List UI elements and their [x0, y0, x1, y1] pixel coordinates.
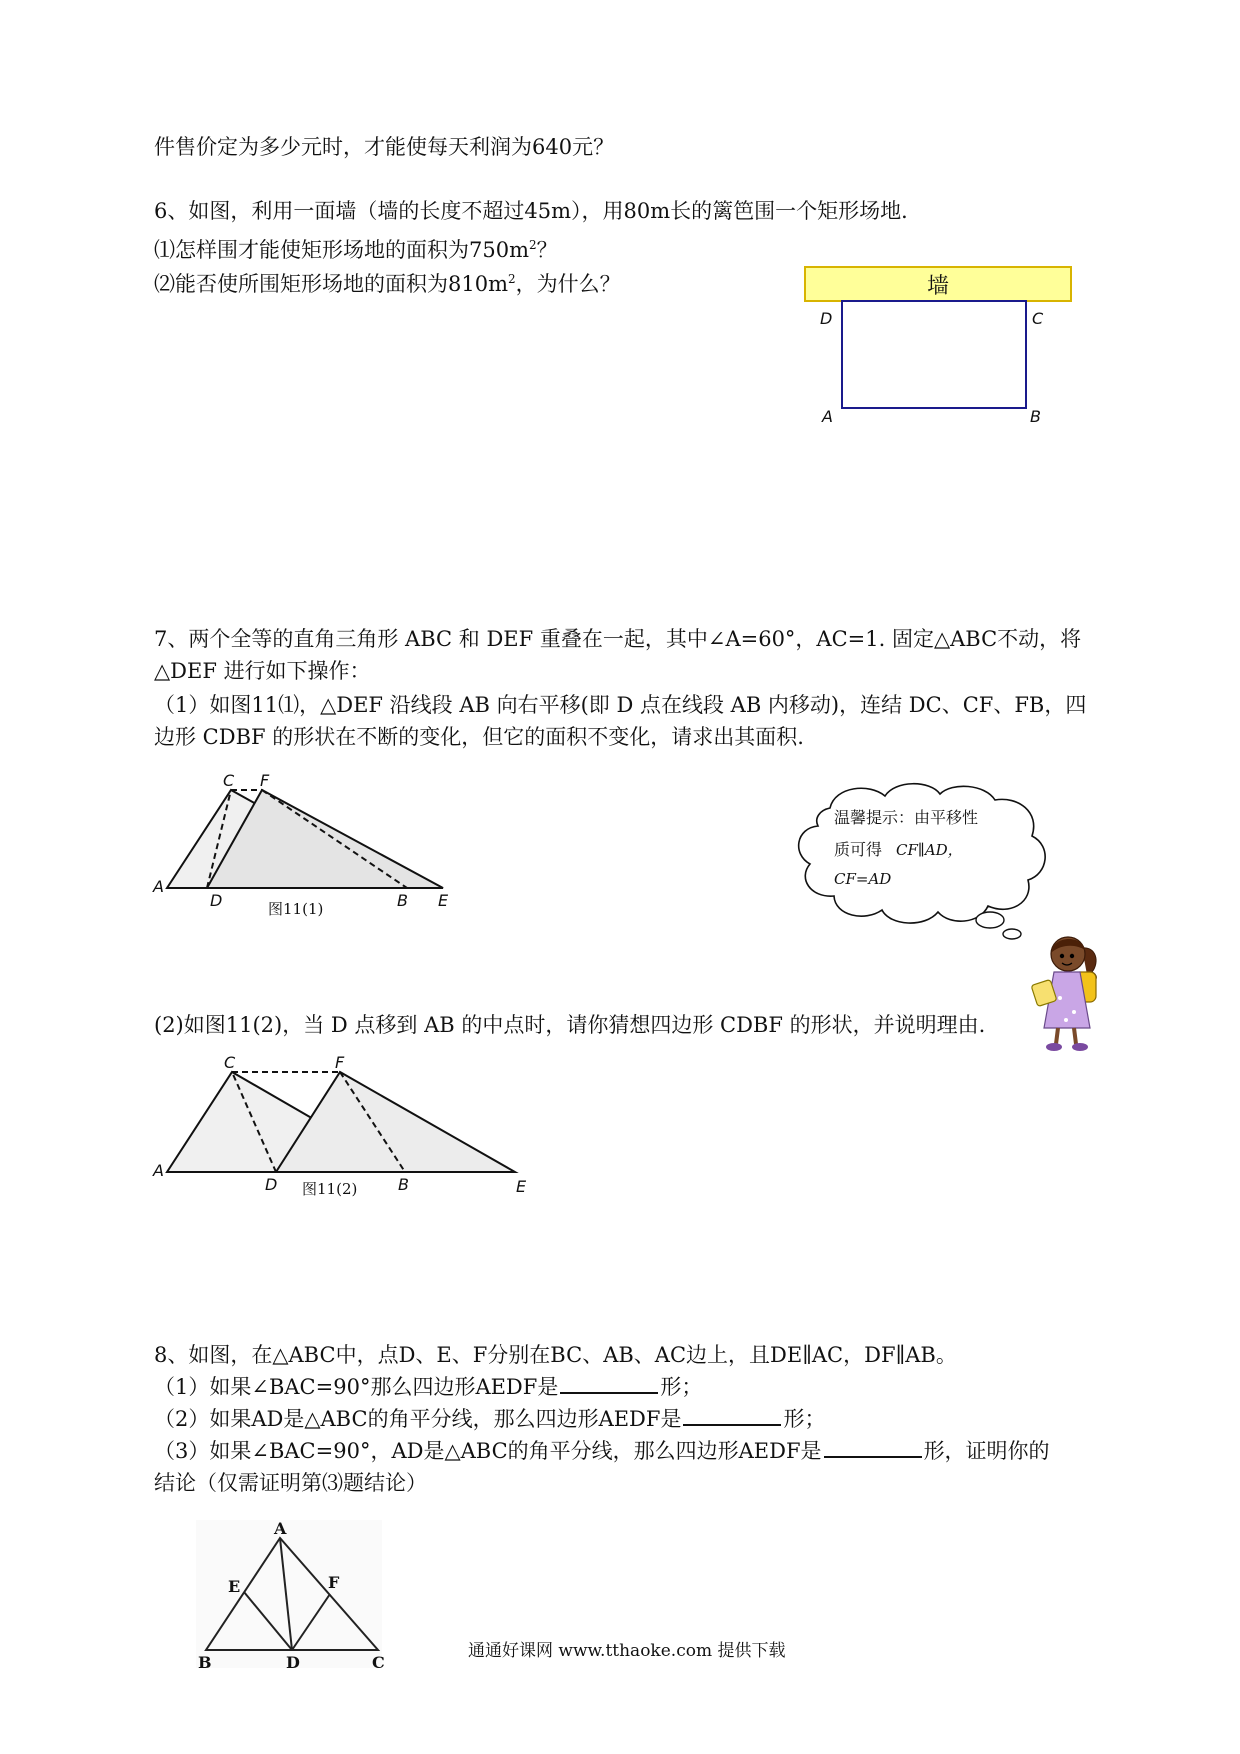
label-a: A	[153, 877, 164, 896]
dress-dot	[1058, 996, 1062, 1000]
label-c: C	[1032, 309, 1044, 328]
question-8-line-5: 结论（仅需证明第⑶题结论）	[154, 1471, 427, 1495]
wall-label: 墙	[926, 274, 950, 299]
label-b: B	[1030, 407, 1041, 426]
question-7-line-2: △DEF 进行如下操作：	[154, 659, 371, 683]
label-d: D	[210, 891, 223, 910]
label-e: E	[228, 1577, 241, 1596]
leg	[1056, 1028, 1058, 1044]
figure-caption: 图11(2)	[302, 1180, 358, 1198]
dress-dot	[1072, 1010, 1076, 1014]
label-d: D	[820, 309, 833, 328]
text: （3）如果∠BAC=90°，AD是△ABC的角平分线，那么四边形AEDF是	[154, 1439, 822, 1463]
answer-blank[interactable]	[560, 1372, 658, 1394]
shoe	[1072, 1043, 1088, 1051]
text: （1）如果∠BAC=90°那么四边形AEDF是	[154, 1375, 559, 1399]
label-b: B	[398, 1175, 409, 1194]
label-b: B	[397, 891, 408, 910]
cloud-bubble	[976, 912, 1004, 928]
figure-11-2	[150, 1050, 540, 1200]
footer-credit: 通通好课网 www.tthaoke.com 提供下载	[468, 1641, 786, 1661]
question-7-line-4: 边形 CDBF 的形状在不断的变化，但它的面积不变化，请求出其面积.	[154, 725, 804, 749]
cloud-bubble	[1003, 929, 1021, 939]
text: ⑵能否使所围矩形场地的面积为810m	[154, 272, 508, 296]
superscript: 2	[529, 238, 537, 252]
hint-cloud	[790, 778, 1060, 948]
answer-blank[interactable]	[683, 1404, 781, 1426]
label-e: E	[516, 1177, 527, 1196]
question-8-part-1	[154, 1372, 702, 1402]
figure-question-8	[196, 1520, 396, 1670]
question-6: 6、如图，利用一面墙（墙的长度不超过45m），用80m长的篱笆围一个矩形场地．	[154, 199, 923, 223]
text: （2）如果AD是△ABC的角平分线，那么四边形AEDF是	[154, 1407, 682, 1431]
question-7-part-2: (2)如图11(2)，当 D 点移到 AB 的中点时，请你猜想四边形 CDBF 的形状，并说明理由.	[154, 1013, 986, 1037]
text: 形；	[660, 1375, 703, 1399]
text: ⑴怎样围才能使矩形场地的面积为750m	[154, 238, 529, 262]
text: ，为什么？	[515, 272, 621, 296]
label-d: D	[265, 1175, 278, 1194]
wall-rectangle-figure	[800, 262, 1080, 432]
label-e: E	[438, 891, 449, 910]
question-6-part-1	[154, 230, 558, 265]
figure-caption: 图11(1)	[268, 900, 324, 918]
label-a: A	[274, 1519, 287, 1538]
label-a: A	[822, 407, 833, 426]
label-f: F	[260, 771, 270, 790]
superscript: 2	[508, 272, 516, 286]
label-f: F	[328, 1573, 340, 1592]
label-c: C	[223, 771, 235, 790]
figure-11-1	[150, 770, 470, 920]
rectangle-abcd	[842, 301, 1026, 408]
eye	[1070, 954, 1074, 958]
hint-line-2: 质可得	[834, 840, 883, 859]
eye	[1060, 954, 1064, 958]
text: ？	[536, 238, 558, 262]
question-7-line-3: （1）如图11⑴，△DEF 沿线段 AB 向右平移(即 D 点在线段 AB 内移动)，连结 DC、CF、FB，四	[154, 693, 1087, 717]
girl-illustration	[1030, 932, 1120, 1057]
question-8-line-1: 8、如图，在△ABC中，点D、E、F分别在BC、AB、AC边上，且DE∥AC，DF∥AB。	[154, 1343, 957, 1367]
text: 形，证明你的	[923, 1439, 1050, 1463]
shoe	[1046, 1043, 1062, 1051]
text-line: 件售价定为多少元时，才能使每天利润为640元？	[154, 135, 615, 159]
question-8-part-3	[154, 1436, 1050, 1466]
answer-blank[interactable]	[824, 1436, 922, 1458]
question-6-part-2	[154, 264, 621, 299]
label-b: B	[198, 1653, 212, 1672]
label-c: C	[372, 1653, 385, 1672]
dress-dot	[1064, 1018, 1068, 1022]
label-c: C	[224, 1053, 236, 1072]
question-7-line-1: 7、两个全等的直角三角形 ABC 和 DEF 重叠在一起，其中∠A=60°，AC=1. 固定△ABC不动，将	[154, 627, 1082, 651]
hint-line-2-formula: CF∥AD，	[896, 841, 963, 859]
label-d: D	[286, 1653, 300, 1672]
label-a: A	[153, 1161, 164, 1180]
hint-line-3: CF=AD	[834, 870, 892, 888]
text: 形；	[783, 1407, 826, 1431]
hint-line-1: 温馨提示：由平移性	[834, 808, 979, 827]
question-8-part-2	[154, 1404, 825, 1434]
label-f: F	[335, 1053, 345, 1072]
leg	[1074, 1028, 1076, 1044]
